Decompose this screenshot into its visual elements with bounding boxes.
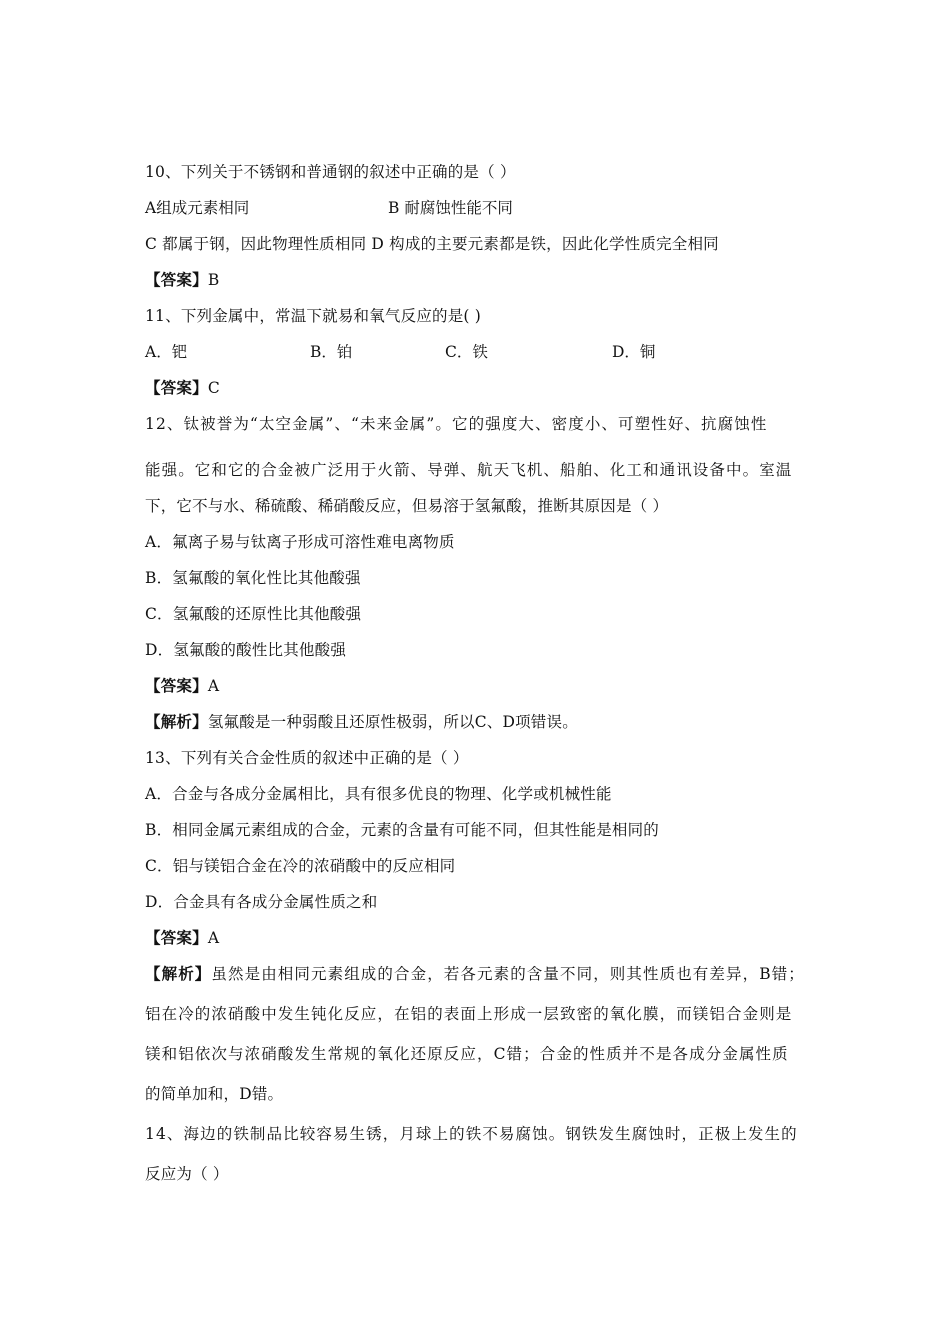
q12-analysis: 氢氟酸是一种弱酸且还原性极弱，所以C、D项错误。 — [207, 713, 578, 731]
q10-answer-line — [145, 270, 219, 290]
q13-analysis-line4: 的简单加和，D错。 — [145, 1085, 284, 1103]
q13-analysis-line — [145, 964, 805, 984]
answer-label: 【答案】 — [145, 676, 208, 695]
q13-option-d: D．合金具有各成分金属性质之和 — [145, 893, 378, 911]
answer-label: 【答案】 — [145, 378, 208, 397]
q12-option-d: D．氢氟酸的酸性比其他酸强 — [145, 641, 347, 659]
q11-stem: 11、下列金属中，常温下就易和氧气反应的是( ) — [145, 307, 482, 325]
q12-stem-line3: 下，它不与水、稀硫酸、稀硝酸反应，但易溶于氢氟酸，推断其原因是（ ） — [145, 497, 669, 515]
q12-option-b: B．氢氟酸的氧化性比其他酸强 — [145, 569, 361, 587]
q14-stem-line2: 反应为（ ） — [145, 1165, 229, 1183]
q12-option-c: C．氢氟酸的还原性比其他酸强 — [145, 605, 362, 623]
q12-option-a: A．氟离子易与钛离子形成可溶性难电离物质 — [145, 533, 455, 551]
q10-answer: B — [207, 271, 220, 289]
q11-answer-line — [145, 378, 220, 398]
q13-stem: 13、下列有关合金性质的叙述中正确的是（ ） — [145, 749, 469, 767]
q13-analysis-line2: 铝在冷的浓硝酸中发生钝化反应，在铝的表面上形成一层致密的氧化膜，而镁铝合金则是 — [145, 1005, 793, 1023]
q12-analysis-line — [145, 712, 578, 732]
q10-options-cd: C 都属于钢，因此物理性质相同 D 构成的主要元素都是铁，因此化学性质完全相同 — [145, 235, 719, 253]
q14-stem-line1: 14、海边的铁制品比较容易生锈，月球上的铁不易腐蚀。钢铁发生腐蚀时，正极上发生的 — [145, 1125, 798, 1143]
q12-answer-line — [145, 676, 219, 696]
answer-label: 【答案】 — [145, 928, 208, 947]
q10-option-a: A组成元素相同 — [145, 199, 250, 217]
q11-option-d: D．铜 — [612, 343, 656, 361]
analysis-label: 【解析】 — [145, 712, 208, 731]
answer-label: 【答案】 — [145, 270, 208, 289]
q11-option-a: A．钯 — [145, 343, 188, 361]
q12-stem-line1: 12、钛被誉为“太空金属”、“未来金属”。它的强度大、密度小、可塑性好、抗腐蚀性 — [145, 415, 768, 433]
analysis-label: 【解析】 — [145, 964, 212, 983]
q13-analysis-line1: 虽然是由相同元素组成的合金，若各元素的含量不同，则其性质也有差异，B错； — [211, 965, 805, 983]
q13-answer-line — [145, 928, 219, 948]
q11-option-b: B．铂 — [310, 343, 353, 361]
q12-stem-line2: 能强。它和它的合金被广泛用于火箭、导弹、航天飞机、船舶、化工和通讯设备中。室温 — [145, 461, 793, 479]
q10-stem: 10、下列关于不锈钢和普通钢的叙述中正确的是（ ） — [145, 163, 516, 181]
q13-answer: A — [207, 929, 220, 947]
q13-analysis-line3: 镁和铝依次与浓硝酸发生常规的氧化还原反应，C错；合金的性质并不是各成分金属性质 — [145, 1045, 789, 1063]
q10-option-b: B 耐腐蚀性能不同 — [388, 199, 513, 217]
q12-answer: A — [207, 677, 220, 695]
q13-option-a: A．合金与各成分金属相比，具有很多优良的物理、化学或机械性能 — [145, 785, 612, 803]
q13-option-c: C．铝与镁铝合金在冷的浓硝酸中的反应相同 — [145, 857, 456, 875]
q13-option-b: B．相同金属元素组成的合金，元素的含量有可能不同，但其性能是相同的 — [145, 821, 659, 839]
q11-answer: C — [207, 379, 220, 397]
q11-option-c: C．铁 — [445, 343, 488, 361]
